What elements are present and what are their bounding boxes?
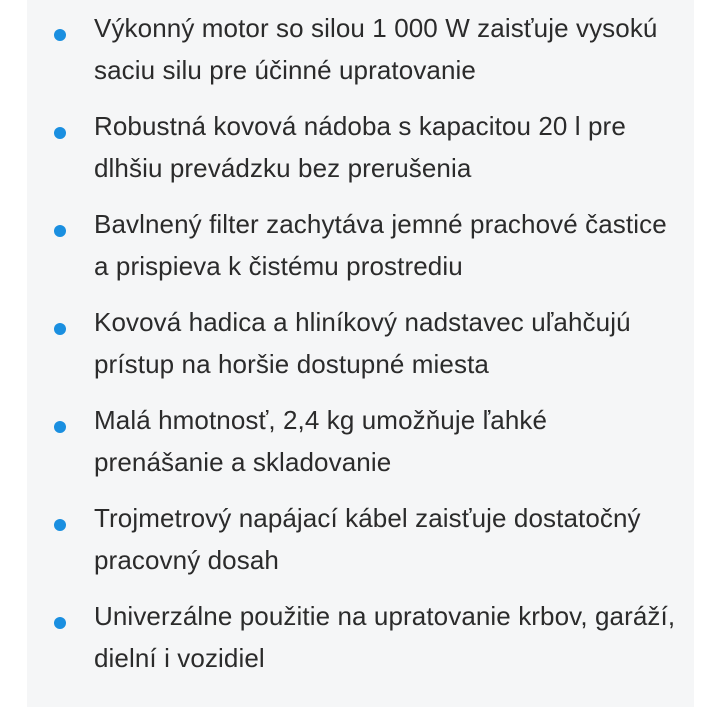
feature-panel	[27, 0, 694, 707]
bullet-dot-icon	[54, 617, 66, 629]
feature-text: Kovová hadica a hliníkový nadstavec uľahčujú prístup na horšie dostupné miesta	[94, 307, 631, 379]
bullet-dot-icon	[54, 421, 66, 433]
bullet-dot-icon	[54, 127, 66, 139]
list-item	[27, 7, 694, 105]
list-item	[27, 105, 694, 203]
bullet-dot-icon	[54, 29, 66, 41]
feature-text: Malá hmotnosť, 2,4 kg umožňuje ľahké prenášanie a skladovanie	[94, 405, 548, 477]
feature-text: Trojmetrový napájací kábel zaisťuje dostatočný pracovný dosah	[94, 503, 641, 575]
feature-text: Bavlnený filter zachytáva jemné prachové častice a prispieva k čistému prostrediu	[94, 209, 667, 281]
bullet-dot-icon	[54, 323, 66, 335]
list-item	[27, 301, 694, 399]
list-item	[27, 497, 694, 595]
list-item	[27, 399, 694, 497]
feature-text: Univerzálne použitie na upratovanie krbov, garáží, dielní i vozidiel	[94, 601, 676, 673]
bullet-dot-icon	[54, 225, 66, 237]
bullet-dot-icon	[54, 519, 66, 531]
feature-text: Robustná kovová nádoba s kapacitou 20 l pre dlhšiu prevádzku bez prerušenia	[94, 111, 626, 183]
list-item	[27, 203, 694, 301]
feature-text: Výkonný motor so silou 1 000 W zaisťuje vysokú saciu silu pre účinné upratovanie	[94, 13, 658, 85]
feature-list	[27, 7, 694, 693]
list-item	[27, 595, 694, 693]
